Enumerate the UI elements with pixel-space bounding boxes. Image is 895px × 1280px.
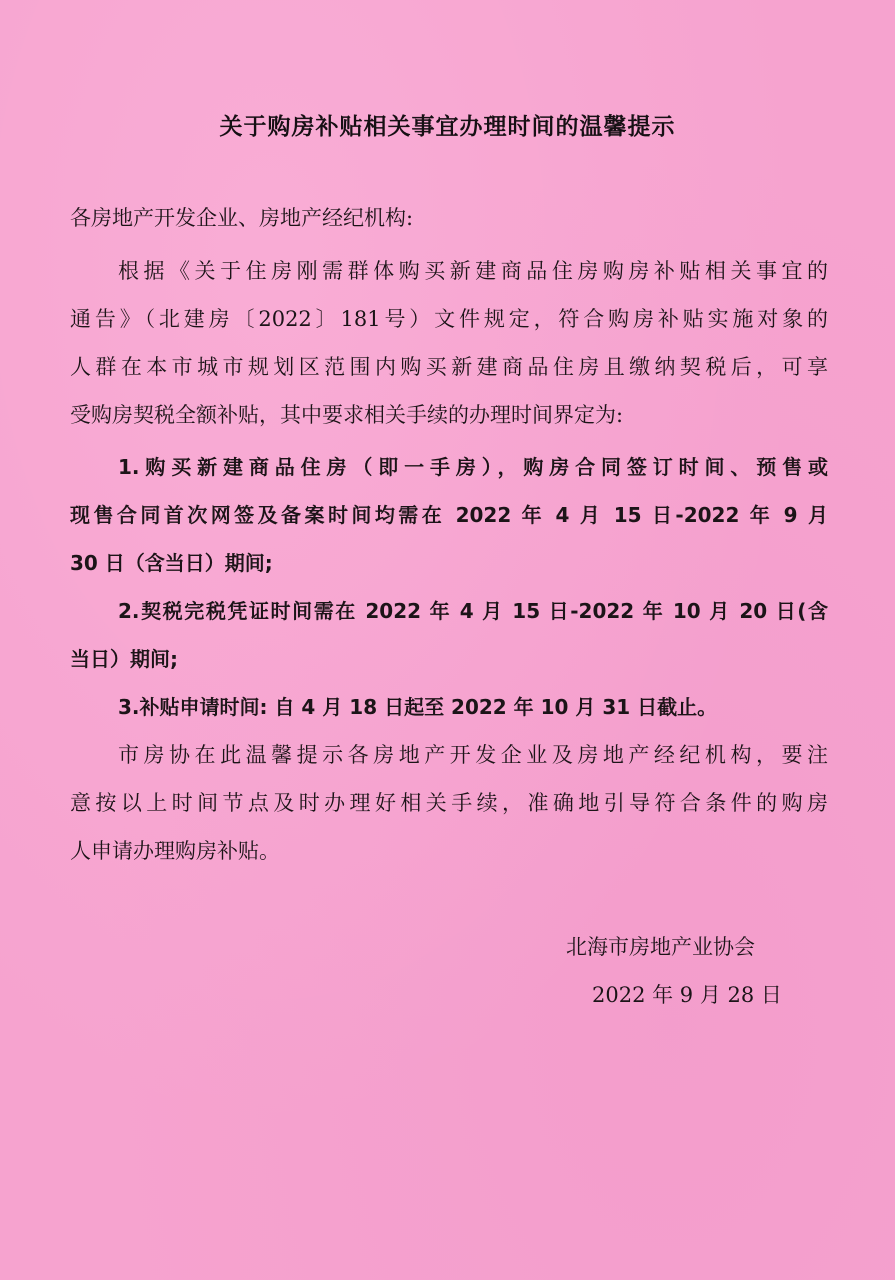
item-1-line-3: 30 日（含当日）期间; xyxy=(70,551,273,575)
item-3-line-1: 3.补贴申请时间: 自 4 月 18 日起至 2022 年 10 月 31 日截止。 xyxy=(118,695,718,719)
signature-organization: 北海市房地产业协会 xyxy=(566,935,755,959)
paragraph-2-line-3: 人申请办理购房补贴。 xyxy=(70,839,280,863)
item-1-line-1: 1.购买新建商品住房（即一手房），购房合同签订时间、预售或 xyxy=(118,455,828,479)
item-1-line-2: 现售合同首次网签及备案时间均需在 2022 年 4 月 15 日-2022 年 9 月 xyxy=(70,503,828,527)
paragraph-1-line-3: 人群在本市城市规划区范围内购买新建商品住房且缴纳契税后，可享 xyxy=(70,355,828,379)
paragraph-1-line-2: 通告》（北建房〔2022〕181号）文件规定，符合购房补贴实施对象的 xyxy=(70,307,828,331)
item-2-line-1: 2.契税完税凭证时间需在 2022 年 4 月 15 日-2022 年 10 月 20 日(含 xyxy=(118,599,828,623)
paragraph-1-line-1: 根据《关于住房刚需群体购买新建商品住房购房补贴相关事宜的 xyxy=(118,259,828,283)
document-title: 关于购房补贴相关事宜办理时间的温馨提示 xyxy=(219,114,676,140)
paragraph-1-line-4: 受购房契税全额补贴，其中要求相关手续的办理时间界定为: xyxy=(70,403,624,427)
salutation: 各房地产开发企业、房地产经纪机构: xyxy=(70,206,414,230)
paragraph-2-line-2: 意按以上时间节点及时办理好相关手续，准确地引导符合条件的购房 xyxy=(70,791,828,815)
item-2-line-2: 当日）期间; xyxy=(70,647,178,671)
signature-date: 2022 年 9 月 28 日 xyxy=(592,983,782,1007)
paragraph-2-line-1: 市房协在此温馨提示各房地产开发企业及房地产经纪机构，要注 xyxy=(118,743,828,767)
